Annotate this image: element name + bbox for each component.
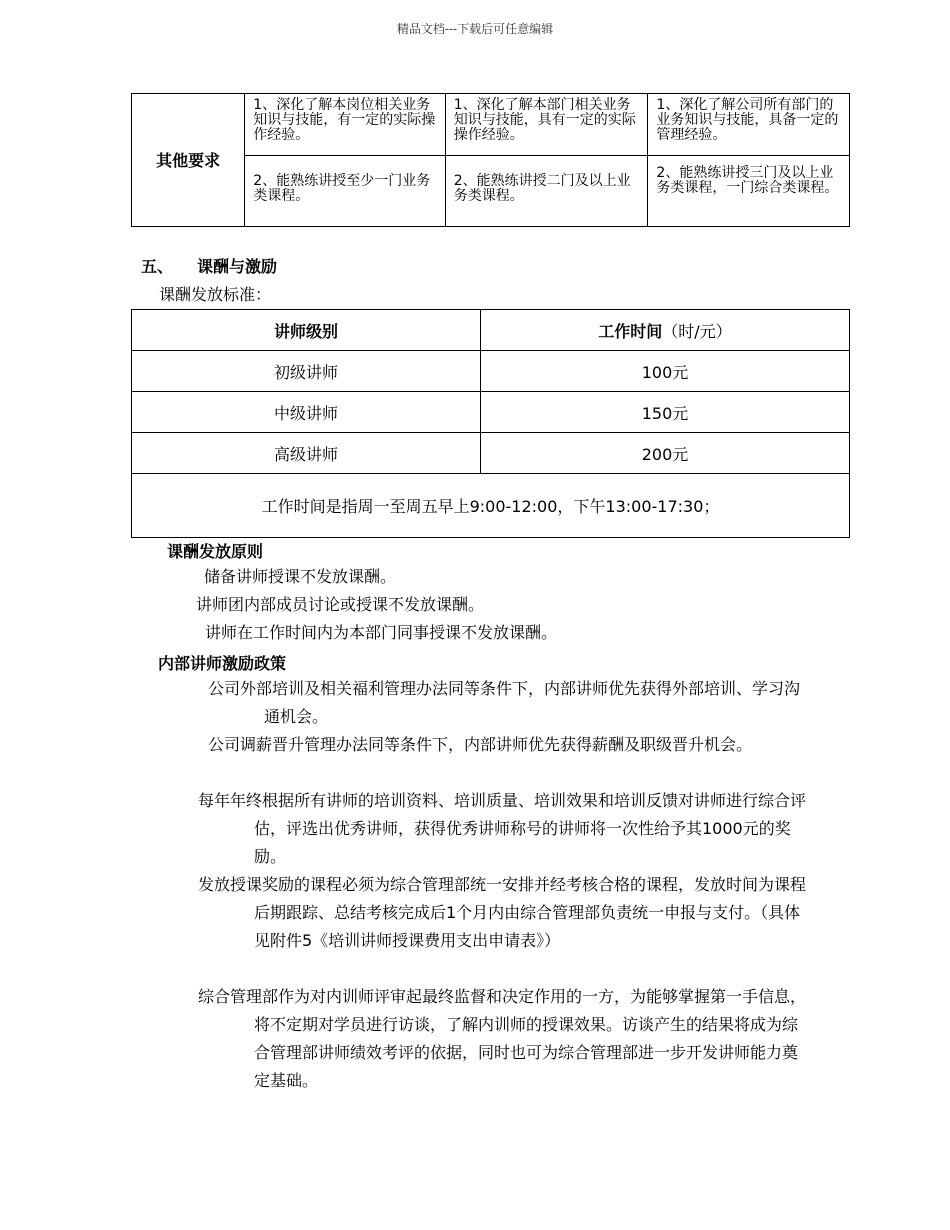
fee-cell: 100元: [481, 351, 850, 392]
principle-item: 讲师在工作时间内为本部门同事授课不发放课酬。: [205, 623, 558, 642]
incentive-item: 公司调薪晋升管理办法同等条件下，内部讲师优先获得薪酬及职级晋升机会。: [208, 735, 753, 754]
column-header-time-label: 工作时间: [598, 321, 663, 341]
table-cell: 2、能熟练讲授三门及以上业务类课程，一门综合类课程。: [648, 156, 850, 227]
table-row: [132, 94, 850, 156]
fee-table: [131, 309, 850, 538]
incentive-item: 每年年终根据所有讲师的培训资料、培训质量、培训效果和培训反馈对讲师进行综合评估，评选出优秀讲师，获得优秀讲师称号的讲师将一次性给予其1000元的奖励。: [198, 791, 807, 866]
incentives-heading: 内部讲师激励政策: [158, 654, 287, 673]
incentive-item: 发放授课奖励的课程必须为综合管理部统一安排并经考核合格的课程，发放时间为课程后期跟踪、总结考核完成后1个月内由综合管理部负责统一申报与支付。（具体见附件5《培训讲师授课费用支出申请表》）: [198, 875, 807, 950]
column-header-time-unit: （时/元）: [662, 321, 732, 341]
fee-cell: 200元: [481, 433, 850, 474]
principles-heading: 课酬发放原则: [167, 542, 264, 561]
work-time-note: 工作时间是指周一至周五早上9:00-12:00，下午13:00-17:30；: [132, 474, 850, 538]
level-cell: 初级讲师: [132, 351, 481, 392]
incentive-item: 综合管理部作为对内训师评审起最终监督和决定作用的一方，为能够掌握第一手信息，将不定期对学员进行访谈，了解内训师的授课效果。访谈产生的结果将成为综合管理部讲师绩效考评的依据，同时也可为综合管理部进一步开发讲师能力奠定基础。: [198, 987, 807, 1090]
level-cell: 中级讲师: [132, 392, 481, 433]
table-row: [132, 433, 850, 474]
table-header-row: [132, 310, 850, 351]
requirements-table: [131, 93, 850, 227]
incentive-item: 公司外部培训及相关福利管理办法同等条件下，内部讲师优先获得外部培训、学习沟通机会。: [208, 679, 801, 726]
table-cell: 2、能熟练讲授二门及以上业务类课程。: [445, 156, 648, 227]
table-row: [132, 351, 850, 392]
principle-item: 讲师团内部成员讨论或授课不发放课酬。: [196, 595, 485, 614]
page-header: 精品文档---下载后可任意编辑: [396, 22, 554, 36]
requirements-label: 其他要求: [132, 94, 245, 227]
level-cell: 高级讲师: [132, 433, 481, 474]
fee-standard-label: 课酬发放标准：: [159, 285, 272, 304]
fee-cell: 150元: [481, 392, 850, 433]
column-header-level: 讲师级别: [132, 310, 481, 351]
section-title: 课酬与激励: [197, 257, 278, 276]
section-number: 五、: [141, 257, 174, 276]
table-cell: 1、深化了解本岗位相关业务知识与技能，有一定的实际操作经验。: [245, 94, 445, 156]
table-cell: 2、能熟练讲授至少一门业务类课程。: [245, 156, 445, 227]
principle-item: 储备讲师授课不发放课酬。: [204, 567, 397, 586]
table-row: [132, 392, 850, 433]
table-row: [132, 474, 850, 538]
table-cell: 1、深化了解公司所有部门的业务知识与技能，具备一定的管理经验。: [648, 94, 850, 156]
column-header-time: [481, 310, 850, 351]
table-cell: 1、深化了解本部门相关业务知识与技能，具有一定的实际操作经验。: [445, 94, 648, 156]
